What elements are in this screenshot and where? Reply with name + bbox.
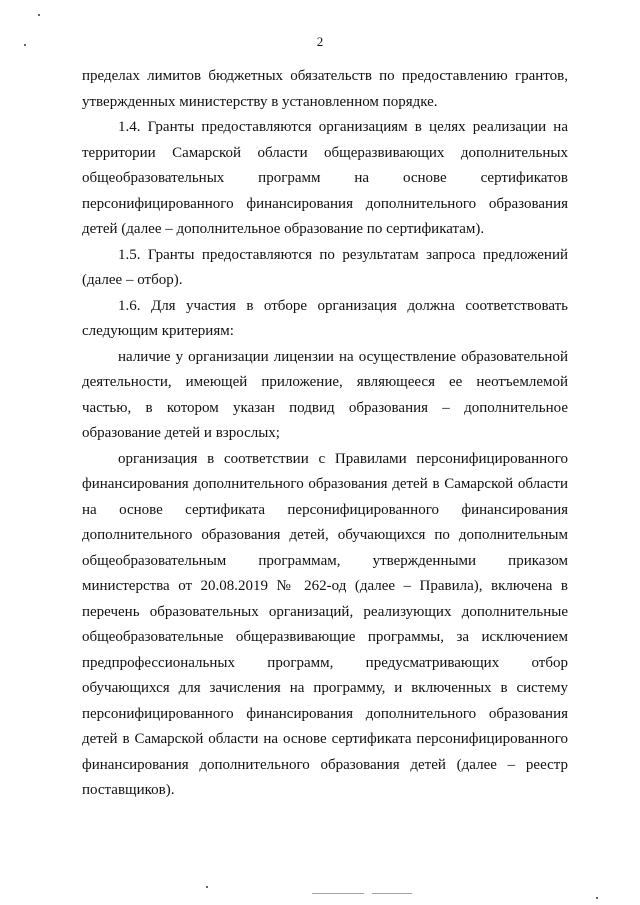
paragraph-continuation: пределах лимитов бюджетных обязательств по предоставлению грантов, утвержденных министерству в установленном порядке.	[82, 68, 568, 110]
scan-speck	[24, 44, 26, 46]
scan-speck	[596, 897, 598, 899]
scan-speck	[38, 14, 40, 16]
paragraph-1-5: 1.5. Гранты предоставляются по результатам запроса предложений (далее – отбор).	[82, 246, 568, 288]
criterion-license: наличие у организации лицензии на осуществление образовательной деятельности, имеющей приложение, являющееся ее неотъемлемой частью, в котором указан подвид образования – дополнительное образование детей и взрослых;	[82, 348, 568, 441]
page-number: 2	[316, 34, 324, 49]
scan-speck	[206, 886, 208, 888]
paragraph-1-4: 1.4. Гранты предоставляются организациям в целях реализации на территории Самарской области общеразвивающих дополнительных общеобразовательных программ на основе сертификатов персонифицированного финансирования дополнительного образования детей (далее – дополнительное образование по сертификатам).	[82, 119, 568, 237]
criterion-registry: организация в соответствии с Правилами персонифицированного финансирования дополнительного образования детей в Самарской области на основе сертификата персонифицированного финансирования дополнительного образования детей, обучающихся по дополнительным общеобразовательным программам, утвержденными приказом министерства от 20.08.2019 № 262-од (далее – Правила), включена в перечень образовательных организаций, реализующих дополнительные общеобразовательные общеразвивающие программы, за исключением предпрофессиональных программ, предусматривающих отбор обучающихся для зачисления на программу, и включенных в систему персонифицированного финансирования дополнительного образования детей в Самарской области на основе сертификата персонифицированного финансирования дополнительного образования детей (далее – реестр поставщиков).	[82, 450, 568, 798]
paragraph-1-6: 1.6. Для участия в отборе организация должна соответствовать следующим критериям:	[82, 297, 568, 339]
scan-smudge	[312, 893, 364, 894]
scan-smudge	[372, 893, 412, 894]
document-body	[82, 64, 568, 804]
